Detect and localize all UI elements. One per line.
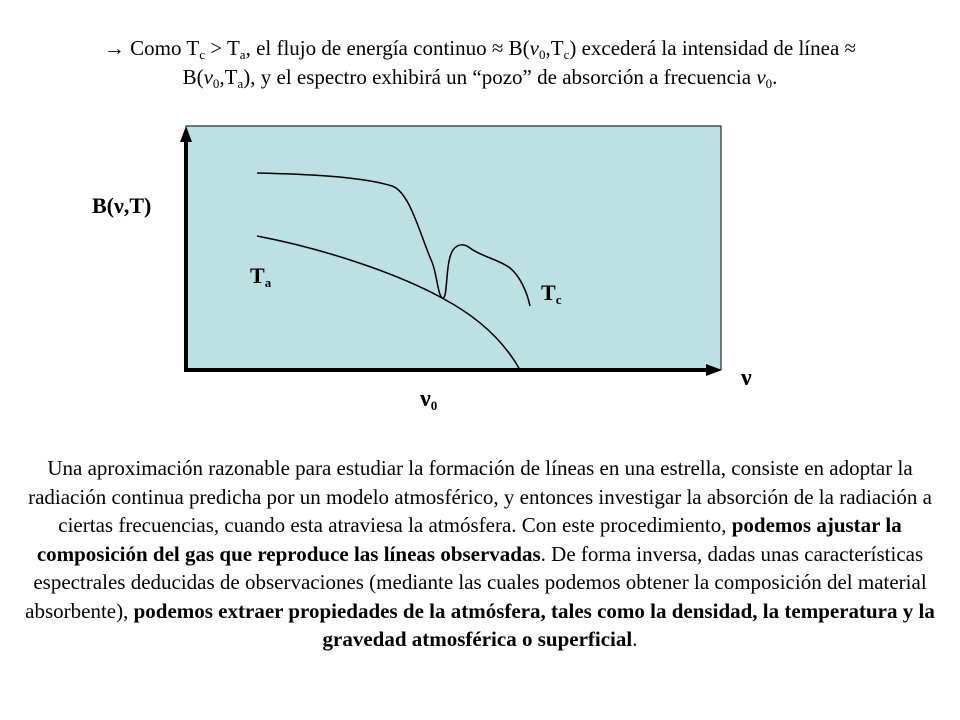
intro-paragraph: → Como $T_c > T_a$, el flujo de energía continuo ≈ $B(\nu_0,T_c)$ excederá la intensidad de línea ≈ $B(\nu_0,T_a)$, y el espectro exhibirá un “pozo” de absorción a frecuencia $\nu_0$. <box>103 36 857 91</box>
approx-icon: ≈ <box>491 36 504 60</box>
y-axis-label: B(ν,T) <box>92 193 152 218</box>
body-paragraph: Una aproximación razonable para estudiar la formación de líneas en una estrella, consiste en adoptar la radiación continua predicha por un modelo atmosférico, y entonces investigar la absorción de la radiación a ciertas frecuencias, cuando esta atraviesa la atmósfera. Con este procedimiento, podemos ajustar la composición del gas que reproduce las líneas observadas. De forma inversa, dadas unas características espectrales deducidas de observaciones (mediante las cuales podemos obtener la composición del material absorbente), podemos extraer propiedades de la atmósfera, tales como la densidad, la temperatura y la gravedad atmosférica o superficial. <box>25 456 935 651</box>
approx-icon: ≈ <box>844 36 857 60</box>
tc-label: $T_c$ <box>541 280 562 307</box>
implies-arrow-icon: → <box>103 36 125 60</box>
nu0-label: $\nu_0$ <box>420 386 438 413</box>
ta-label: $T_a$ <box>250 263 272 290</box>
x-axis-label: ν <box>741 365 752 391</box>
plot-panel <box>186 126 721 370</box>
